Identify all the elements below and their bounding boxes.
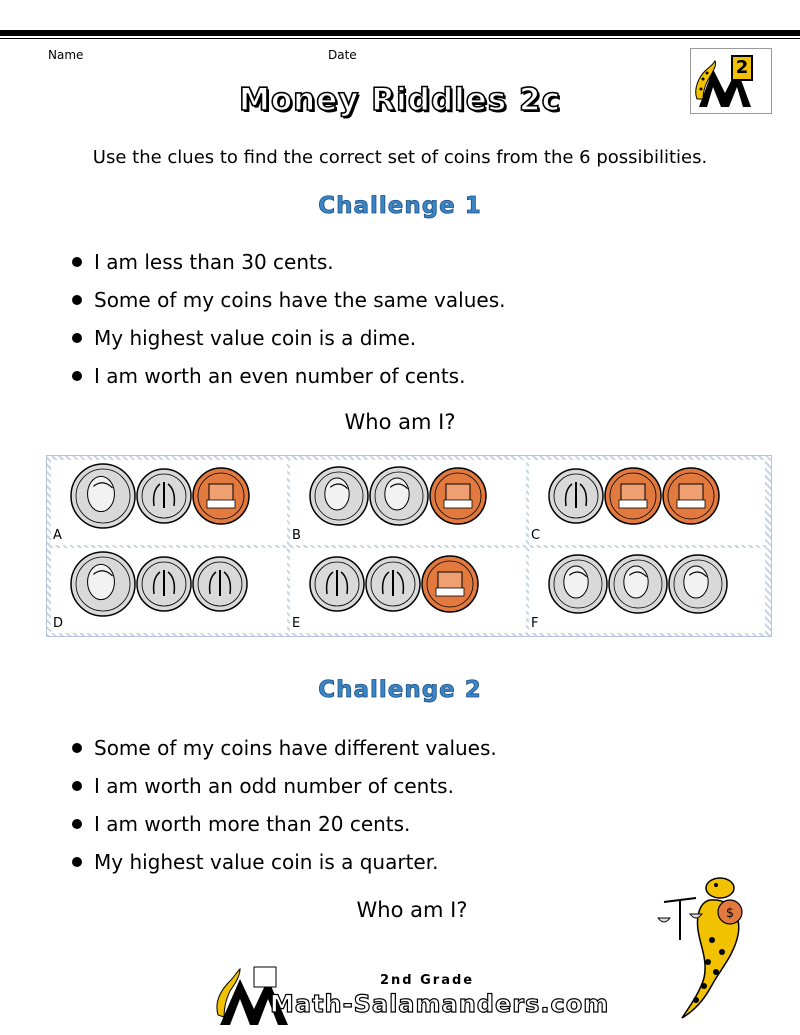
penny-coin-icon bbox=[422, 556, 478, 612]
bullet-icon bbox=[72, 781, 82, 791]
bullet-icon bbox=[72, 743, 82, 753]
name-label: Name bbox=[48, 48, 84, 62]
dime-coin-icon bbox=[193, 557, 247, 611]
dime-coin-icon bbox=[137, 557, 191, 611]
nickel-coin-icon bbox=[609, 555, 667, 613]
footer-site: Math-Salamanders.com bbox=[270, 990, 610, 1018]
challenge-1-question: Who am I? bbox=[344, 410, 456, 434]
option-letter: A bbox=[53, 528, 62, 543]
penny-coin-icon bbox=[430, 468, 486, 524]
bullet-icon bbox=[72, 857, 82, 867]
page-title: Money Riddles 2c bbox=[239, 82, 561, 118]
bullet-icon bbox=[72, 371, 82, 381]
challenge-2-question: Who am I? bbox=[356, 898, 468, 922]
clue-item: I am worth an odd number of cents. bbox=[72, 771, 497, 809]
challenge-2-clues bbox=[72, 733, 497, 885]
nickel-coin-icon bbox=[310, 467, 368, 525]
challenge-2-heading: Challenge 2 bbox=[318, 677, 482, 703]
footer-grade: 2nd Grade bbox=[380, 973, 475, 988]
coin-set-icon bbox=[529, 548, 765, 618]
quarter-coin-icon bbox=[71, 464, 135, 528]
coin-set-icon bbox=[51, 460, 287, 530]
clue-item: My highest value coin is a dime. bbox=[72, 323, 505, 361]
svg-text:$: $ bbox=[725, 906, 735, 921]
dime-coin-icon bbox=[137, 469, 191, 523]
clue-item: Some of my coins have the same values. bbox=[72, 285, 505, 323]
option-e[interactable] bbox=[290, 548, 526, 633]
option-b[interactable] bbox=[290, 460, 526, 545]
grade-badge: 2 bbox=[731, 55, 753, 81]
top-rule-thin bbox=[0, 38, 800, 39]
coin-set-icon bbox=[529, 460, 765, 530]
challenge-1-heading: Challenge 1 bbox=[318, 193, 482, 219]
option-letter: B bbox=[292, 528, 301, 543]
option-letter: D bbox=[53, 616, 64, 631]
option-c[interactable] bbox=[529, 460, 765, 545]
coin-options-grid bbox=[46, 455, 772, 637]
coin-set-icon bbox=[290, 460, 526, 530]
nickel-coin-icon bbox=[669, 555, 727, 613]
dime-coin-icon bbox=[549, 469, 603, 523]
bullet-icon bbox=[72, 295, 82, 305]
clue-item: Some of my coins have different values. bbox=[72, 733, 497, 771]
penny-coin-icon bbox=[663, 468, 719, 524]
bullet-icon bbox=[72, 819, 82, 829]
quarter-coin-icon bbox=[71, 552, 135, 616]
top-rule bbox=[0, 30, 800, 36]
clue-item: My highest value coin is a quarter. bbox=[72, 847, 497, 885]
coin-set-icon bbox=[290, 548, 526, 618]
option-d[interactable] bbox=[51, 548, 287, 633]
option-letter: C bbox=[531, 528, 541, 543]
dime-coin-icon bbox=[310, 557, 364, 611]
date-label: Date bbox=[328, 48, 357, 62]
nickel-coin-icon bbox=[370, 467, 428, 525]
clue-item: I am worth an even number of cents. bbox=[72, 361, 505, 399]
bullet-icon bbox=[72, 257, 82, 267]
penny-coin-icon bbox=[193, 468, 249, 524]
penny-coin-icon bbox=[605, 468, 661, 524]
option-f[interactable] bbox=[529, 548, 765, 633]
coin-set-icon bbox=[51, 548, 287, 618]
salamander-with-scale-icon bbox=[650, 860, 760, 1025]
clue-item: I am less than 30 cents. bbox=[72, 247, 505, 285]
bullet-icon bbox=[72, 333, 82, 343]
option-a[interactable] bbox=[51, 460, 287, 545]
clue-item: I am worth more than 20 cents. bbox=[72, 809, 497, 847]
option-letter: F bbox=[531, 616, 539, 631]
dime-coin-icon bbox=[366, 557, 420, 611]
nickel-coin-icon bbox=[549, 555, 607, 613]
option-letter: E bbox=[292, 616, 301, 631]
instructions: Use the clues to find the correct set of coins from the 6 possibilities. bbox=[92, 147, 708, 168]
challenge-1-clues bbox=[72, 247, 505, 399]
